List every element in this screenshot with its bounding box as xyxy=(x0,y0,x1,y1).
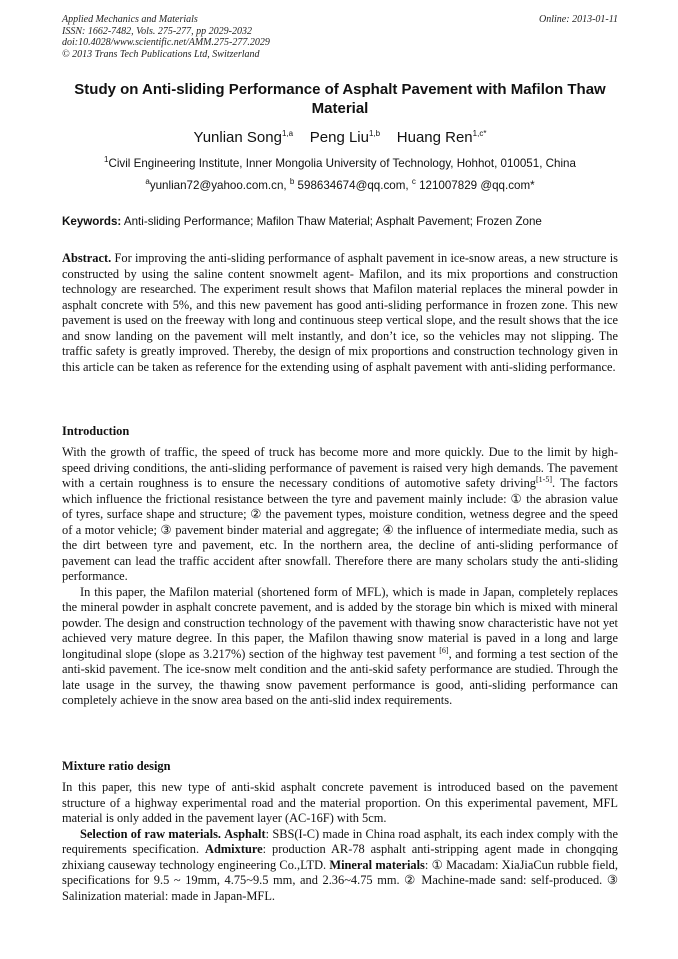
email-link[interactable]: 598634674@qq.com, xyxy=(297,179,409,192)
citation-ref: [6] xyxy=(439,645,449,655)
paragraph-text: In this paper, the Mafilon material (shortened form of MFL), which is made in Japan, completely replaces the mineral powder in asphalt concrete pavement, and is added by the storage bin which is mixed with mineral powder. The design and construction technology of the pavement with thawing snow characteristic have not yet achieved very mature degree. In this paper, the Mafilon thawing snow material is paved in a long and large longitudinal slope (slope as 3.217%) section of the highway test pavement xyxy=(62,584,618,661)
issn-line: ISSN: 1662-7482, Vols. 275-277, pp 2029-2032 xyxy=(62,25,252,37)
author-name: Huang Ren xyxy=(396,129,473,146)
term-label: Mineral materials xyxy=(329,857,425,872)
author-affil-sup: 1,a xyxy=(281,129,294,138)
author-affil-sup: 1,b xyxy=(368,129,381,138)
journal-header xyxy=(62,14,618,60)
affiliation-sup: 1 xyxy=(104,155,109,165)
keywords-label: Keywords: xyxy=(62,215,122,228)
paragraph xyxy=(62,585,618,709)
author-name: Yunlian Song xyxy=(193,129,282,146)
section-heading-mixture: Mixture ratio design xyxy=(62,759,171,773)
mixture-body xyxy=(62,780,618,904)
email-sup: c xyxy=(411,177,416,187)
author-emails xyxy=(62,179,618,193)
abstract-label: Abstract. xyxy=(62,251,112,265)
affiliation-text: Civil Engineering Institute, Inner Mongolia University of Technology, Hohhot, 010051, China xyxy=(108,157,576,170)
doi-line[interactable]: doi:10.4028/www.scientific.net/AMM.275-277.2029 xyxy=(62,37,270,49)
email-sup: b xyxy=(289,177,295,187)
paragraph-text: , and forming a test section of the anti-skid pavement. The ice-snow melt condition and the anti-skid safety performance are studied. Through the late usage in the survey, the thawing snow pavement performance is good, anti-sliding performance can completely achieve in the snow area based on the anti-slid index requirements. xyxy=(62,646,618,707)
paragraph: In this paper, this new type of anti-skid asphalt concrete pavement is introduced based on the pavement structure of a highway experimental road and the material proportion. On this experimental pavement, MFL material is only added in the pavement layer (AC-16F) with 5cm. xyxy=(62,780,618,825)
keywords-text: Anti-sliding Performance; Mafilon Thaw Material; Asphalt Pavement; Frozen Zone xyxy=(123,215,542,228)
online-date: Online: 2013-01-11 xyxy=(539,14,618,25)
section-heading-introduction: Introduction xyxy=(62,424,130,438)
journal-name: Applied Mechanics and Materials xyxy=(62,14,198,25)
email-sup: a xyxy=(145,177,150,187)
paragraph xyxy=(62,445,618,585)
citation-ref: [1-5] xyxy=(536,474,553,484)
author-list xyxy=(62,129,618,147)
abstract xyxy=(62,251,618,375)
term-label: Admixture xyxy=(205,842,263,856)
paragraph-text: . The factors which influence the frictional resistance between the tyre and pavement mainly include: ① the abrasion value of tyres, surface shape and structure; ② the pavement types, moisture condition, wetness degree and the speed of a motor vehicle; ③ pavement binder material and aggregate; ④ the influence of intermediate media, such as the dirt between tyre and pavement, etc. In the northern area, the decline of anti-sliding performance of pavement can lead the traffic accident after snowfall. Therefore there are many scholars study the anti-sliding performance. xyxy=(62,476,619,583)
paragraph-text: : ① Macadam: XiaJiaCun rubble field, specifications for 9.5 ~ 19mm, 4.75~9.5 mm, and 2.36~4.75 mm. ② Machine-made sand: self-produced. ③ Salinization material: made in Japan-MFL. xyxy=(62,857,618,903)
paper-title: Study on Anti-sliding Performance of Asphalt Pavement with Mafilon Thaw Material xyxy=(74,81,606,117)
keywords xyxy=(62,215,618,229)
author-name: Peng Liu xyxy=(309,129,369,146)
paragraph-text: : SBS(I-C) made in China road asphalt, its each index comply with the requirements specification. xyxy=(62,826,618,856)
paragraph-text: : production AR-78 asphalt anti-stripping agent made in chongqing zhixiang causeway technology engineering Co.,LTD. xyxy=(62,842,618,872)
introduction-body xyxy=(62,445,618,709)
term-label: Asphalt xyxy=(224,826,266,841)
subsection-label: Selection of raw materials. xyxy=(80,826,221,841)
paragraph xyxy=(62,827,618,905)
paragraph-text: With the growth of traffic, the speed of truck has become more and more quickly. Due to the limit by high-speed driving conditions, the anti-sliding performance of pavement is raised very high demands. The pavement with a certain roughness is to ensure the necessary conditions of automotive safety driving xyxy=(62,445,618,490)
author-affil-sup: 1,c* xyxy=(472,129,487,138)
email-link[interactable]: yunlian72@yahoo.com.cn, xyxy=(149,179,287,192)
copyright-line: © 2013 Trans Tech Publications Ltd, Switzerland xyxy=(62,48,260,60)
abstract-text: For improving the anti-sliding performance of asphalt pavement in ice-snow areas, a new structure is constructed by using the saline content snowmelt agent- Mafilon, and its mix proportions and construction technology are researched. The experiment result shows that Mafilon material replaces the mineral powder in asphalt concrete with 5%, and this new pavement has good anti-sliding performance in frozen zone. This new pavement is used on the freeway with long and continuous steep vertical slope, and the result shows that the ice and snow landing on the pavement will melt instantly, and don’t ice, so the vehicles may not slipping. The traffic safety is greatly improved. Thereby, the design of mix proportions and construction technology given in this article can be taken as reference for the extending using of asphalt pavement with anti-sliding performance. xyxy=(62,251,618,374)
email-link[interactable]: 121007829 @qq.com* xyxy=(419,179,535,192)
affiliation xyxy=(62,157,618,171)
